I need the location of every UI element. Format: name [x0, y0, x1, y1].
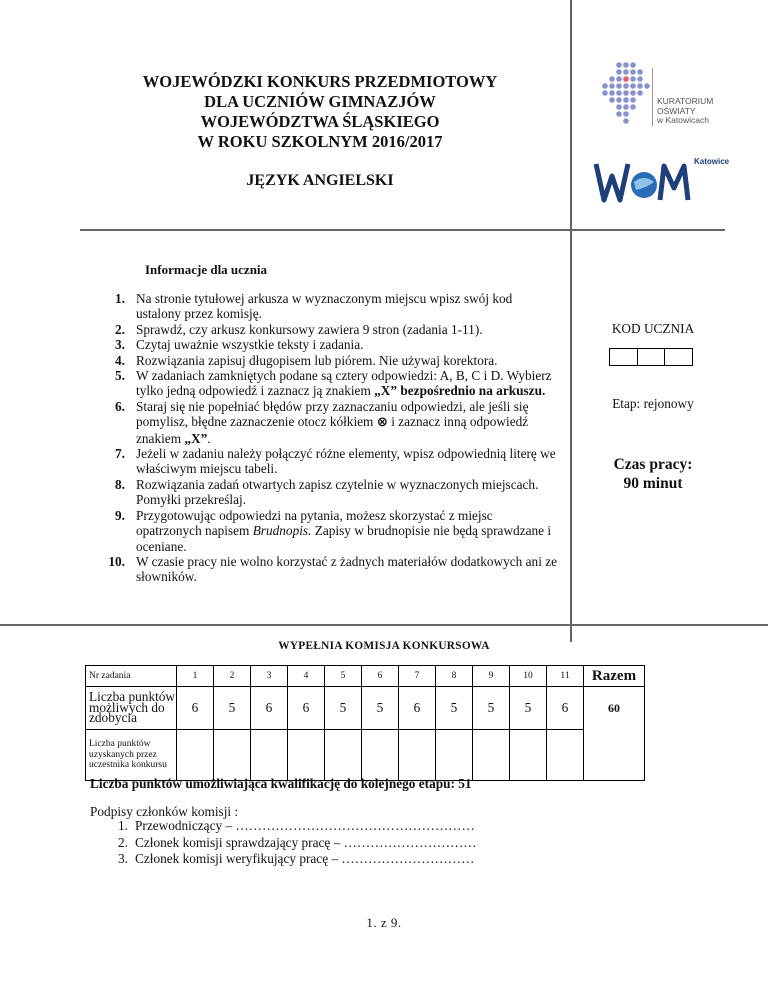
title-line: WOJEWÓDZTWA ŚLĄSKIEGO	[200, 112, 440, 131]
divider	[570, 0, 572, 642]
list-item: 4. Rozwiązania zapisuj długopisem lub piórem. Nie używaj korektora.	[115, 352, 498, 368]
contest-title	[120, 72, 520, 152]
kuratorium-logo	[596, 60, 731, 130]
list-item: 5. W zadaniach zamkniętych podane są cztery odpowiedzi: A, B, C i D. Wybierz tylko jedną odpowiedź i zaznacz ją znakiem „X” bezpośrednio na arkuszu.	[115, 368, 552, 399]
list-item: 2. Sprawdź, czy arkusz konkursowy zawiera 9 stron (zadania 1-11).	[115, 321, 483, 337]
info-title: Informacje dla ucznia	[145, 262, 268, 277]
list-item: 10. W czasie pracy nie wolno korzystać z żadnych materiałów dodatkowych ani ze słowników.	[108, 553, 558, 585]
row-label: Nr zadania	[86, 666, 177, 687]
list-item: 3. Czytaj uważnie wszystkie teksty i zadania.	[115, 337, 364, 353]
list-item: 7. Jeżeli w zadaniu należy połączyć różne elementy, wpisz odpowiednią literę we właściwym miejscu tabeli.	[115, 446, 556, 477]
list-item: 8. Rozwiązania zadań otwartych zapisz czytelnie w wyznaczonych miejscach. Pomyłki przekreślaj.	[115, 476, 539, 508]
time-label: Czas pracy: 90 minut	[613, 456, 693, 492]
signatures-list	[90, 818, 477, 868]
instructions-list	[88, 291, 560, 585]
scores-table	[85, 665, 645, 781]
title-line: WOJEWÓDZKI KONKURS PRZEDMIOTOWY	[142, 72, 498, 91]
wom-logo	[592, 152, 732, 212]
title-line: W ROKU SZKOLNYM 2016/2017	[197, 132, 443, 151]
total-label: Razem	[584, 666, 645, 687]
list-item: 9. Przygotowując odpowiedzi na pytania, możesz skorzystać z miejsc opatrzonych napisem Brudnopis. Zapisy w brudnopisie nie będą sprawdzane i oceniane.	[115, 507, 552, 554]
wom-logo-icon	[592, 152, 732, 212]
list-item: 2. Członek komisji sprawdzający pracę – …………………………	[118, 834, 477, 850]
list-item: 3. Członek komisji weryfikujący pracę – …………………………	[118, 851, 475, 866]
subject-title: JĘZYK ANGIELSKI	[246, 172, 394, 189]
title-line: DLA UCZNIÓW GIMNAZJÓW	[204, 92, 436, 111]
kuratorium-text: KURATORIUM OŚWIATY w Katowicach	[657, 96, 714, 125]
table-row: Nr zadania 1 2 3 4 5 6 7 8 9 10 11 Razem	[86, 666, 645, 687]
row-label: Liczba punktów uzyskanych przez uczestnika konkursu	[86, 730, 177, 781]
student-code-boxes[interactable]	[609, 348, 693, 366]
table-row: Liczba punktów możliwych do zdobycia 6 5 6 6 5 5 6 5 5 5 6 60	[86, 687, 645, 730]
student-code-label: KOD UCZNIA	[611, 321, 695, 336]
divider	[80, 229, 725, 231]
kuratorium-dots-icon	[596, 60, 656, 130]
table-row	[86, 730, 645, 781]
circled-x-icon: ⊗	[376, 415, 388, 431]
committee-title: WYPEŁNIA KOMISJA KONKURSOWA	[278, 640, 490, 652]
row-label: Liczba punktów możliwych do zdobycia	[86, 687, 177, 730]
qualification-threshold: Liczba punktów umożliwiająca kwalifikację do kolejnego etapu: 51	[90, 776, 472, 791]
signatures-title: Podpisy członków komisji :	[90, 804, 239, 819]
total-value: 60	[584, 687, 645, 781]
divider	[0, 624, 768, 626]
list-item: 6. Staraj się nie popełniać błędów przy zaznaczaniu odpowiedzi, ale jeśli się pomylisz, błędne zaznaczenie otocz kółkiem ⊗ i zaznacz inną odpowiedź znakiem „X”.	[115, 398, 529, 446]
stage-label: Etap: rejonowy	[612, 396, 694, 411]
wom-city: Katowice	[694, 157, 730, 166]
page-number: 1. z 9.	[366, 915, 402, 930]
list-item: 1. Na stronie tytułowej arkusza w wyznaczonym miejscu wpisz swój kod ustalony przez komisję.	[115, 291, 513, 322]
list-item: 1. Przewodniczący – ………………………………………………	[118, 818, 475, 833]
